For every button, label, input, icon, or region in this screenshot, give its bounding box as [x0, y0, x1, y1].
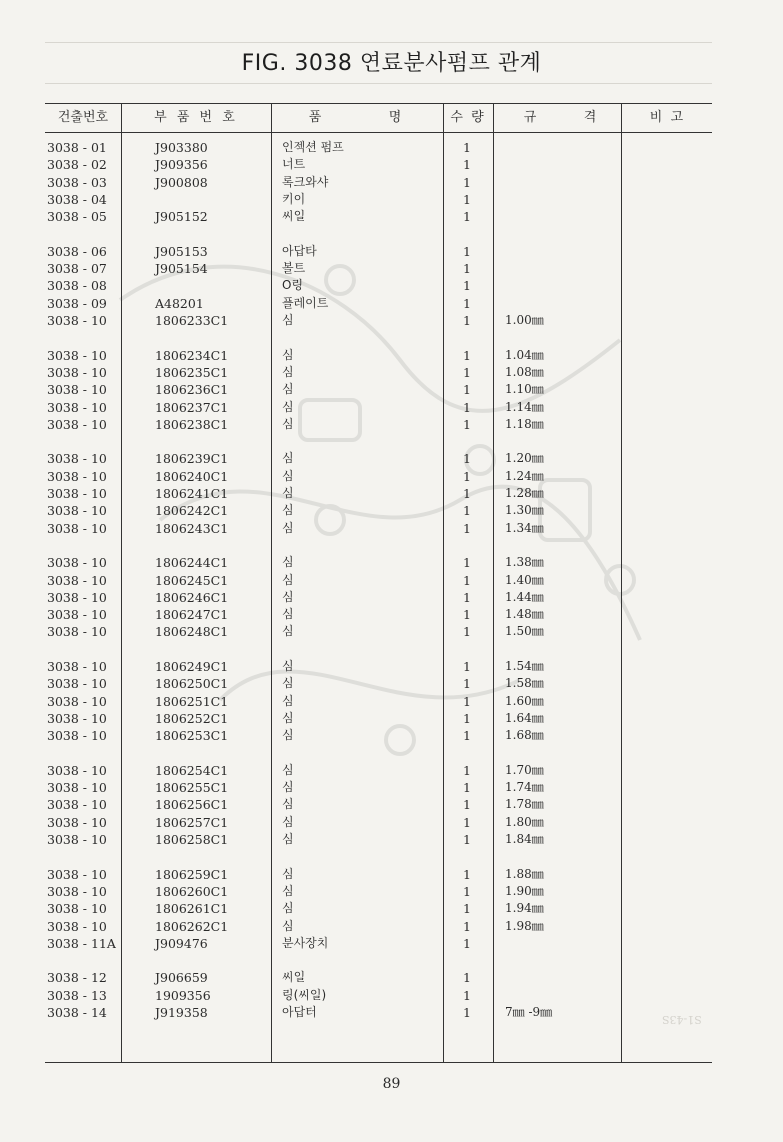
faint-stamp: S1-43S: [662, 1013, 702, 1026]
part-number: J909476: [155, 935, 208, 951]
part-number: A48201: [155, 295, 204, 311]
item-number: 3038 - 03: [47, 174, 107, 190]
header-remarks: 비 고: [649, 110, 684, 125]
table-row: [45, 918, 712, 935]
item-number: 3038 - 12: [47, 970, 107, 986]
header-name-1: 품: [308, 110, 322, 125]
specification: 1.70㎜: [505, 762, 544, 777]
table-row: [45, 312, 712, 329]
quantity: 1: [463, 797, 471, 813]
table-row: [45, 364, 712, 381]
part-number: 1806255C1: [155, 780, 229, 796]
item-number: 3038 - 10: [47, 676, 107, 692]
quantity: 1: [463, 918, 471, 934]
item-number: 3038 - 10: [47, 382, 107, 398]
part-name: 심: [282, 607, 294, 622]
part-name: 플레이트: [282, 295, 329, 310]
item-number: 3038 - 08: [47, 278, 107, 294]
item-number: 3038 - 09: [47, 295, 107, 311]
part-name: 심: [282, 918, 294, 933]
item-number: 3038 - 10: [47, 416, 107, 432]
specification: 1.54㎜: [505, 659, 544, 673]
specification: 1.90㎜: [505, 883, 544, 898]
part-name: 심: [282, 693, 294, 708]
part-name: 심: [282, 676, 294, 691]
table-row: [45, 208, 712, 225]
part-name: 키이: [282, 191, 306, 206]
table-row: [45, 693, 712, 710]
specification: 1.68㎜: [505, 728, 544, 743]
specification: 1.34㎜: [505, 520, 544, 535]
part-name: 아답타: [282, 243, 317, 258]
item-number: 3038 - 07: [47, 261, 107, 277]
item-number: 3038 - 10: [47, 486, 107, 501]
specification: 1.88㎜: [505, 866, 544, 881]
part-number: 1806248C1: [155, 624, 229, 640]
item-number: 3038 - 10: [47, 918, 107, 934]
part-number: 1806245C1: [155, 572, 229, 588]
quantity: 1: [463, 278, 471, 294]
item-number: 3038 - 11A: [47, 935, 116, 951]
specification: 1.50㎜: [505, 624, 544, 639]
quantity: 1: [463, 261, 471, 277]
item-number: 3038 - 10: [47, 814, 107, 830]
part-number: 1806256C1: [155, 797, 229, 813]
part-name: 심: [282, 832, 294, 846]
part-name: 심: [282, 572, 294, 587]
table-row: [45, 485, 712, 502]
part-number: 1806240C1: [155, 468, 229, 484]
quantity: 1: [463, 659, 471, 674]
specification: 1.28㎜: [505, 486, 544, 500]
specification: 1.98㎜: [505, 918, 544, 933]
table-row: [45, 156, 712, 173]
table-row: [45, 779, 712, 796]
parts-table: [45, 103, 712, 1063]
item-number: 3038 - 10: [47, 832, 107, 847]
item-number: 3038 - 02: [47, 157, 107, 173]
part-name: 심: [282, 486, 294, 500]
part-number: 1806237C1: [155, 399, 229, 415]
item-number: 3038 - 05: [47, 209, 107, 225]
part-name: 심: [282, 883, 294, 898]
item-number: 3038 - 10: [47, 659, 107, 674]
table-row: [45, 572, 712, 589]
item-number: 3038 - 10: [47, 503, 107, 519]
item-number: 3038 - 10: [47, 347, 107, 363]
specification: 1.74㎜: [505, 780, 544, 795]
part-number: J905153: [155, 243, 208, 259]
part-number: 1806247C1: [155, 607, 229, 623]
part-number: J906659: [155, 970, 208, 986]
table-row: [45, 174, 712, 191]
part-number: J919358: [155, 1005, 208, 1020]
part-name: 씨일: [282, 209, 306, 224]
part-number: 1806244C1: [155, 555, 229, 571]
quantity: 1: [463, 1005, 471, 1020]
item-number: 3038 - 10: [47, 762, 107, 778]
part-number: 1806246C1: [155, 589, 229, 605]
table-row: [45, 987, 712, 1004]
specification: 1.60㎜: [505, 693, 544, 708]
part-name: 심: [282, 313, 294, 327]
table-row: [45, 762, 712, 779]
item-number: 3038 - 10: [47, 364, 107, 380]
part-number: 1806251C1: [155, 693, 229, 709]
part-number: 1806262C1: [155, 918, 229, 934]
item-number: 3038 - 10: [47, 589, 107, 605]
page-title: FIG. 3038 연료분사펌프 관계: [241, 51, 542, 76]
quantity: 1: [463, 762, 471, 778]
quantity: 1: [463, 503, 471, 519]
table-row: [45, 883, 712, 900]
table-row: [45, 900, 712, 917]
quantity: 1: [463, 832, 471, 847]
table-row: [45, 658, 712, 675]
table-row: [45, 935, 712, 952]
specification: 1.24㎜: [505, 468, 544, 483]
table-row: [45, 727, 712, 744]
header-spec-1: 규: [523, 110, 537, 125]
quantity: 1: [463, 555, 471, 571]
part-name: 씨일: [282, 970, 306, 985]
table-row: [45, 450, 712, 467]
header-qty: 수 량: [450, 110, 486, 125]
quantity: 1: [463, 572, 471, 588]
part-name: 심: [282, 659, 294, 673]
quantity: 1: [463, 140, 471, 155]
part-name: 심: [282, 382, 294, 397]
quantity: 1: [463, 243, 471, 259]
part-name: 인젝션 펌프: [282, 140, 344, 154]
part-number: J900808: [155, 174, 208, 190]
item-number: 3038 - 06: [47, 243, 107, 259]
part-name: 아답터: [282, 1005, 317, 1019]
quantity: 1: [463, 624, 471, 640]
part-name: 심: [282, 589, 294, 604]
quantity: 1: [463, 174, 471, 190]
table-row: [45, 416, 712, 433]
table-row: [45, 347, 712, 364]
part-number: 1806235C1: [155, 364, 229, 380]
quantity: 1: [463, 313, 471, 328]
quantity: 1: [463, 987, 471, 1003]
table-row: [45, 554, 712, 571]
item-number: 3038 - 10: [47, 901, 107, 917]
specification: 1.40㎜: [505, 572, 544, 587]
quantity: 1: [463, 451, 471, 467]
quantity: 1: [463, 676, 471, 692]
part-name: 심: [282, 866, 294, 881]
part-number: 1806258C1: [155, 832, 229, 847]
item-number: 3038 - 10: [47, 520, 107, 536]
part-name: 링(씨일): [282, 987, 327, 1002]
table-row: [45, 866, 712, 883]
part-name: 심: [282, 624, 294, 639]
header-item-no: 건출번호: [57, 110, 109, 125]
item-number: 3038 - 10: [47, 451, 107, 467]
part-number: 1806254C1: [155, 762, 229, 778]
part-number: 1806250C1: [155, 676, 229, 692]
part-name: 분사장치: [282, 935, 329, 950]
header-divider: [45, 132, 712, 133]
part-number: J909356: [155, 157, 208, 173]
specification: 1.38㎜: [505, 555, 544, 570]
specification: 1.10㎜: [505, 382, 544, 397]
table-row: [45, 191, 712, 208]
quantity: 1: [463, 970, 471, 986]
item-number: 3038 - 10: [47, 883, 107, 899]
part-name: 록크와샤: [282, 174, 329, 189]
item-number: 3038 - 04: [47, 191, 107, 207]
part-name: 심: [282, 762, 294, 777]
item-number: 3038 - 10: [47, 866, 107, 882]
quantity: 1: [463, 468, 471, 484]
part-name: 심: [282, 399, 294, 414]
part-number: J903380: [155, 140, 208, 155]
quantity: 1: [463, 814, 471, 830]
part-name: 심: [282, 710, 294, 725]
quantity: 1: [463, 157, 471, 173]
specification: 1.84㎜: [505, 832, 544, 846]
part-number: 1806259C1: [155, 866, 229, 882]
item-number: 3038 - 10: [47, 313, 107, 328]
part-name: 심: [282, 468, 294, 483]
item-number: 3038 - 10: [47, 693, 107, 709]
specification: 7㎜ -9㎜: [505, 1005, 553, 1019]
part-number: 1806253C1: [155, 728, 229, 744]
part-number: 1806243C1: [155, 520, 229, 536]
part-name: 심: [282, 814, 294, 829]
specification: 1.78㎜: [505, 797, 544, 812]
specification: 1.58㎜: [505, 676, 544, 691]
part-name: 심: [282, 347, 294, 362]
part-number: 1806239C1: [155, 451, 229, 467]
part-number: 1806233C1: [155, 313, 229, 328]
table-row: [45, 502, 712, 519]
item-number: 3038 - 10: [47, 572, 107, 588]
part-name: O링: [282, 278, 304, 293]
part-name: 심: [282, 797, 294, 812]
item-number: 3038 - 10: [47, 624, 107, 640]
part-number: 1806234C1: [155, 347, 229, 363]
table-row: [45, 277, 712, 294]
quantity: 1: [463, 191, 471, 207]
item-number: 3038 - 10: [47, 399, 107, 415]
quantity: 1: [463, 347, 471, 363]
specification: 1.04㎜: [505, 347, 544, 362]
quantity: 1: [463, 607, 471, 623]
part-number: 1806249C1: [155, 659, 229, 674]
specification: 1.44㎜: [505, 589, 544, 604]
specification: 1.20㎜: [505, 451, 544, 466]
table-row: [45, 623, 712, 640]
specification: 1.94㎜: [505, 901, 544, 916]
item-number: 3038 - 10: [47, 607, 107, 623]
part-name: 심: [282, 520, 294, 535]
part-name: 볼트: [282, 261, 306, 276]
table-row: [45, 606, 712, 623]
table-row: [45, 260, 712, 277]
part-number: 1806257C1: [155, 814, 229, 830]
header-part-no: 부 품 번 호: [154, 110, 238, 125]
specification: 1.30㎜: [505, 503, 544, 518]
part-number: 1806252C1: [155, 710, 229, 726]
table-row: [45, 710, 712, 727]
table-row: [45, 1004, 712, 1021]
specification: 1.14㎜: [505, 399, 544, 414]
item-number: 3038 - 10: [47, 555, 107, 571]
specification: 1.18㎜: [505, 416, 544, 431]
part-number: 1806260C1: [155, 883, 229, 899]
specification: 1.00㎜: [505, 313, 544, 327]
table-row: [45, 295, 712, 312]
item-number: 3038 - 10: [47, 468, 107, 484]
quantity: 1: [463, 710, 471, 726]
part-name: 심: [282, 728, 294, 743]
part-number: 1806241C1: [155, 486, 229, 501]
quantity: 1: [463, 866, 471, 882]
table-row: [45, 969, 712, 986]
quantity: 1: [463, 780, 471, 796]
quantity: 1: [463, 399, 471, 415]
part-name: 심: [282, 451, 294, 466]
quantity: 1: [463, 364, 471, 380]
item-number: 3038 - 13: [47, 987, 107, 1003]
specification: 1.64㎜: [505, 710, 544, 725]
part-number: 1806261C1: [155, 901, 229, 917]
item-number: 3038 - 14: [47, 1005, 107, 1020]
quantity: 1: [463, 486, 471, 501]
part-name: 너트: [282, 157, 306, 172]
table-row: [45, 381, 712, 398]
quantity: 1: [463, 883, 471, 899]
part-name: 심: [282, 416, 294, 431]
item-number: 3038 - 10: [47, 728, 107, 744]
table-row: [45, 831, 712, 848]
item-number: 3038 - 10: [47, 710, 107, 726]
table-row: [45, 589, 712, 606]
part-number: 1909356: [155, 987, 211, 1003]
header-spec-2: 격: [583, 110, 597, 125]
specification: 1.48㎜: [505, 607, 544, 622]
table-row: [45, 139, 712, 156]
part-number: 1806236C1: [155, 382, 229, 398]
table-row: [45, 243, 712, 260]
part-name: 심: [282, 503, 294, 518]
quantity: 1: [463, 935, 471, 951]
table-row: [45, 468, 712, 485]
table-row: [45, 814, 712, 831]
quantity: 1: [463, 728, 471, 744]
quantity: 1: [463, 295, 471, 311]
quantity: 1: [463, 416, 471, 432]
quantity: 1: [463, 693, 471, 709]
part-number: J905154: [155, 261, 208, 277]
part-number: J905152: [155, 209, 208, 225]
item-number: 3038 - 01: [47, 140, 107, 155]
specification: 1.08㎜: [505, 364, 544, 379]
page-number: 89: [382, 1076, 401, 1092]
table-row: [45, 675, 712, 692]
part-number: 1806242C1: [155, 503, 229, 519]
part-number: 1806238C1: [155, 416, 229, 432]
specification: 1.80㎜: [505, 814, 544, 829]
table-row: [45, 796, 712, 813]
item-number: 3038 - 10: [47, 797, 107, 813]
part-name: 심: [282, 364, 294, 379]
table-row: [45, 520, 712, 537]
quantity: 1: [463, 589, 471, 605]
part-name: 심: [282, 901, 294, 916]
part-name: 심: [282, 555, 294, 570]
table-row: [45, 399, 712, 416]
quantity: 1: [463, 382, 471, 398]
part-name: 심: [282, 780, 294, 795]
quantity: 1: [463, 520, 471, 536]
item-number: 3038 - 10: [47, 780, 107, 796]
header-name-2: 명: [388, 110, 402, 125]
quantity: 1: [463, 209, 471, 225]
quantity: 1: [463, 901, 471, 917]
